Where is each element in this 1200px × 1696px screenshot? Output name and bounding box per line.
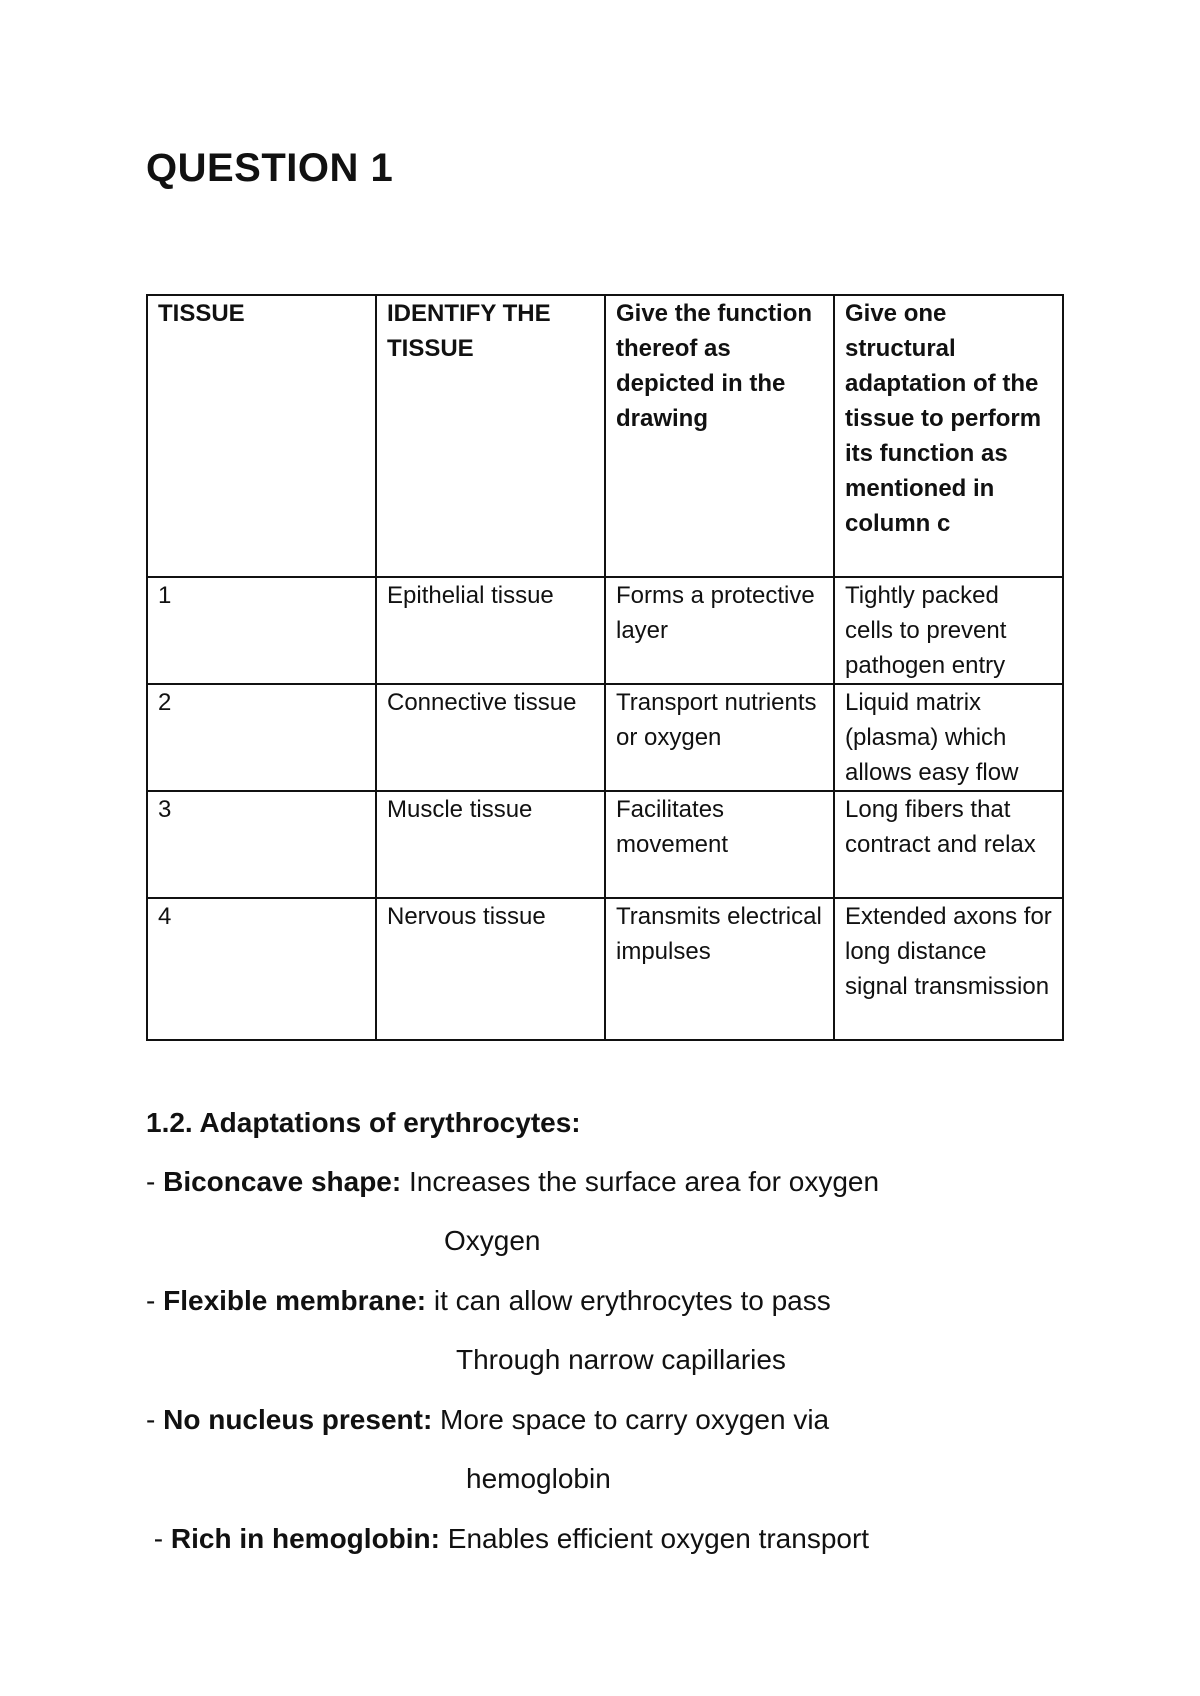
header-identify-tissue: IDENTIFY THE TISSUE bbox=[376, 295, 605, 577]
cell-tissue-number: 3 bbox=[147, 791, 376, 898]
item-prefix: - bbox=[146, 1404, 164, 1435]
item-prefix: - bbox=[146, 1166, 164, 1197]
item-text: it can allow erythrocytes to pass bbox=[426, 1285, 831, 1316]
cell-tissue-identity: Muscle tissue bbox=[376, 791, 605, 898]
adaptation-item-hemoglobin bbox=[146, 1523, 869, 1555]
header-structural-adaptation: Give one structural adaptation of the tissue to perform its function as mentioned in column c bbox=[834, 295, 1063, 577]
item-prefix: - bbox=[146, 1523, 171, 1554]
cell-tissue-function: Transport nutrients or oxygen bbox=[605, 684, 834, 791]
table-header-row bbox=[147, 295, 1063, 577]
cell-tissue-identity: Nervous tissue bbox=[376, 898, 605, 1040]
item-term: No nucleus present: bbox=[163, 1404, 433, 1435]
adaptation-item-biconcave bbox=[146, 1166, 879, 1198]
section-heading: 1.2. Adaptations of erythrocytes: bbox=[146, 1107, 581, 1138]
cell-tissue-number: 2 bbox=[147, 684, 376, 791]
page-title: QUESTION 1 bbox=[146, 146, 394, 190]
item-continuation: hemoglobin bbox=[466, 1463, 611, 1494]
tissue-table bbox=[146, 294, 1064, 1041]
cell-tissue-number: 1 bbox=[147, 577, 376, 684]
header-function: Give the function thereof as depicted in the drawing bbox=[605, 295, 834, 577]
table-row bbox=[147, 898, 1063, 1040]
cell-tissue-adaptation: Extended axons for long distance signal transmission bbox=[834, 898, 1063, 1040]
item-continuation: Oxygen bbox=[444, 1225, 541, 1256]
item-text: Enables efficient oxygen transport bbox=[439, 1523, 870, 1554]
item-term: Biconcave shape: bbox=[163, 1166, 402, 1197]
item-continuation: Through narrow capillaries bbox=[456, 1344, 786, 1375]
item-text: Increases the surface area for oxygen bbox=[401, 1166, 880, 1197]
item-prefix: - bbox=[146, 1285, 164, 1316]
cell-tissue-adaptation: Long fibers that contract and relax bbox=[834, 791, 1063, 898]
header-tissue: TISSUE bbox=[147, 295, 376, 577]
item-term: Flexible membrane: bbox=[163, 1285, 427, 1316]
adaptation-item-no-nucleus bbox=[146, 1404, 829, 1436]
cell-tissue-number: 4 bbox=[147, 898, 376, 1040]
item-text: More space to carry oxygen via bbox=[432, 1404, 830, 1435]
adaptation-item-flexible-membrane bbox=[146, 1285, 831, 1317]
cell-tissue-function: Forms a protective layer bbox=[605, 577, 834, 684]
table-row bbox=[147, 791, 1063, 898]
cell-tissue-adaptation: Tightly packed cells to prevent pathogen entry bbox=[834, 577, 1063, 684]
table-row bbox=[147, 684, 1063, 791]
table-row bbox=[147, 577, 1063, 684]
cell-tissue-identity: Epithelial tissue bbox=[376, 577, 605, 684]
cell-tissue-function: Transmits electrical impulses bbox=[605, 898, 834, 1040]
cell-tissue-identity: Connective tissue bbox=[376, 684, 605, 791]
item-term: Rich in hemoglobin: bbox=[170, 1523, 440, 1554]
cell-tissue-adaptation: Liquid matrix (plasma) which allows easy flow bbox=[834, 684, 1063, 791]
cell-tissue-function: Facilitates movement bbox=[605, 791, 834, 898]
